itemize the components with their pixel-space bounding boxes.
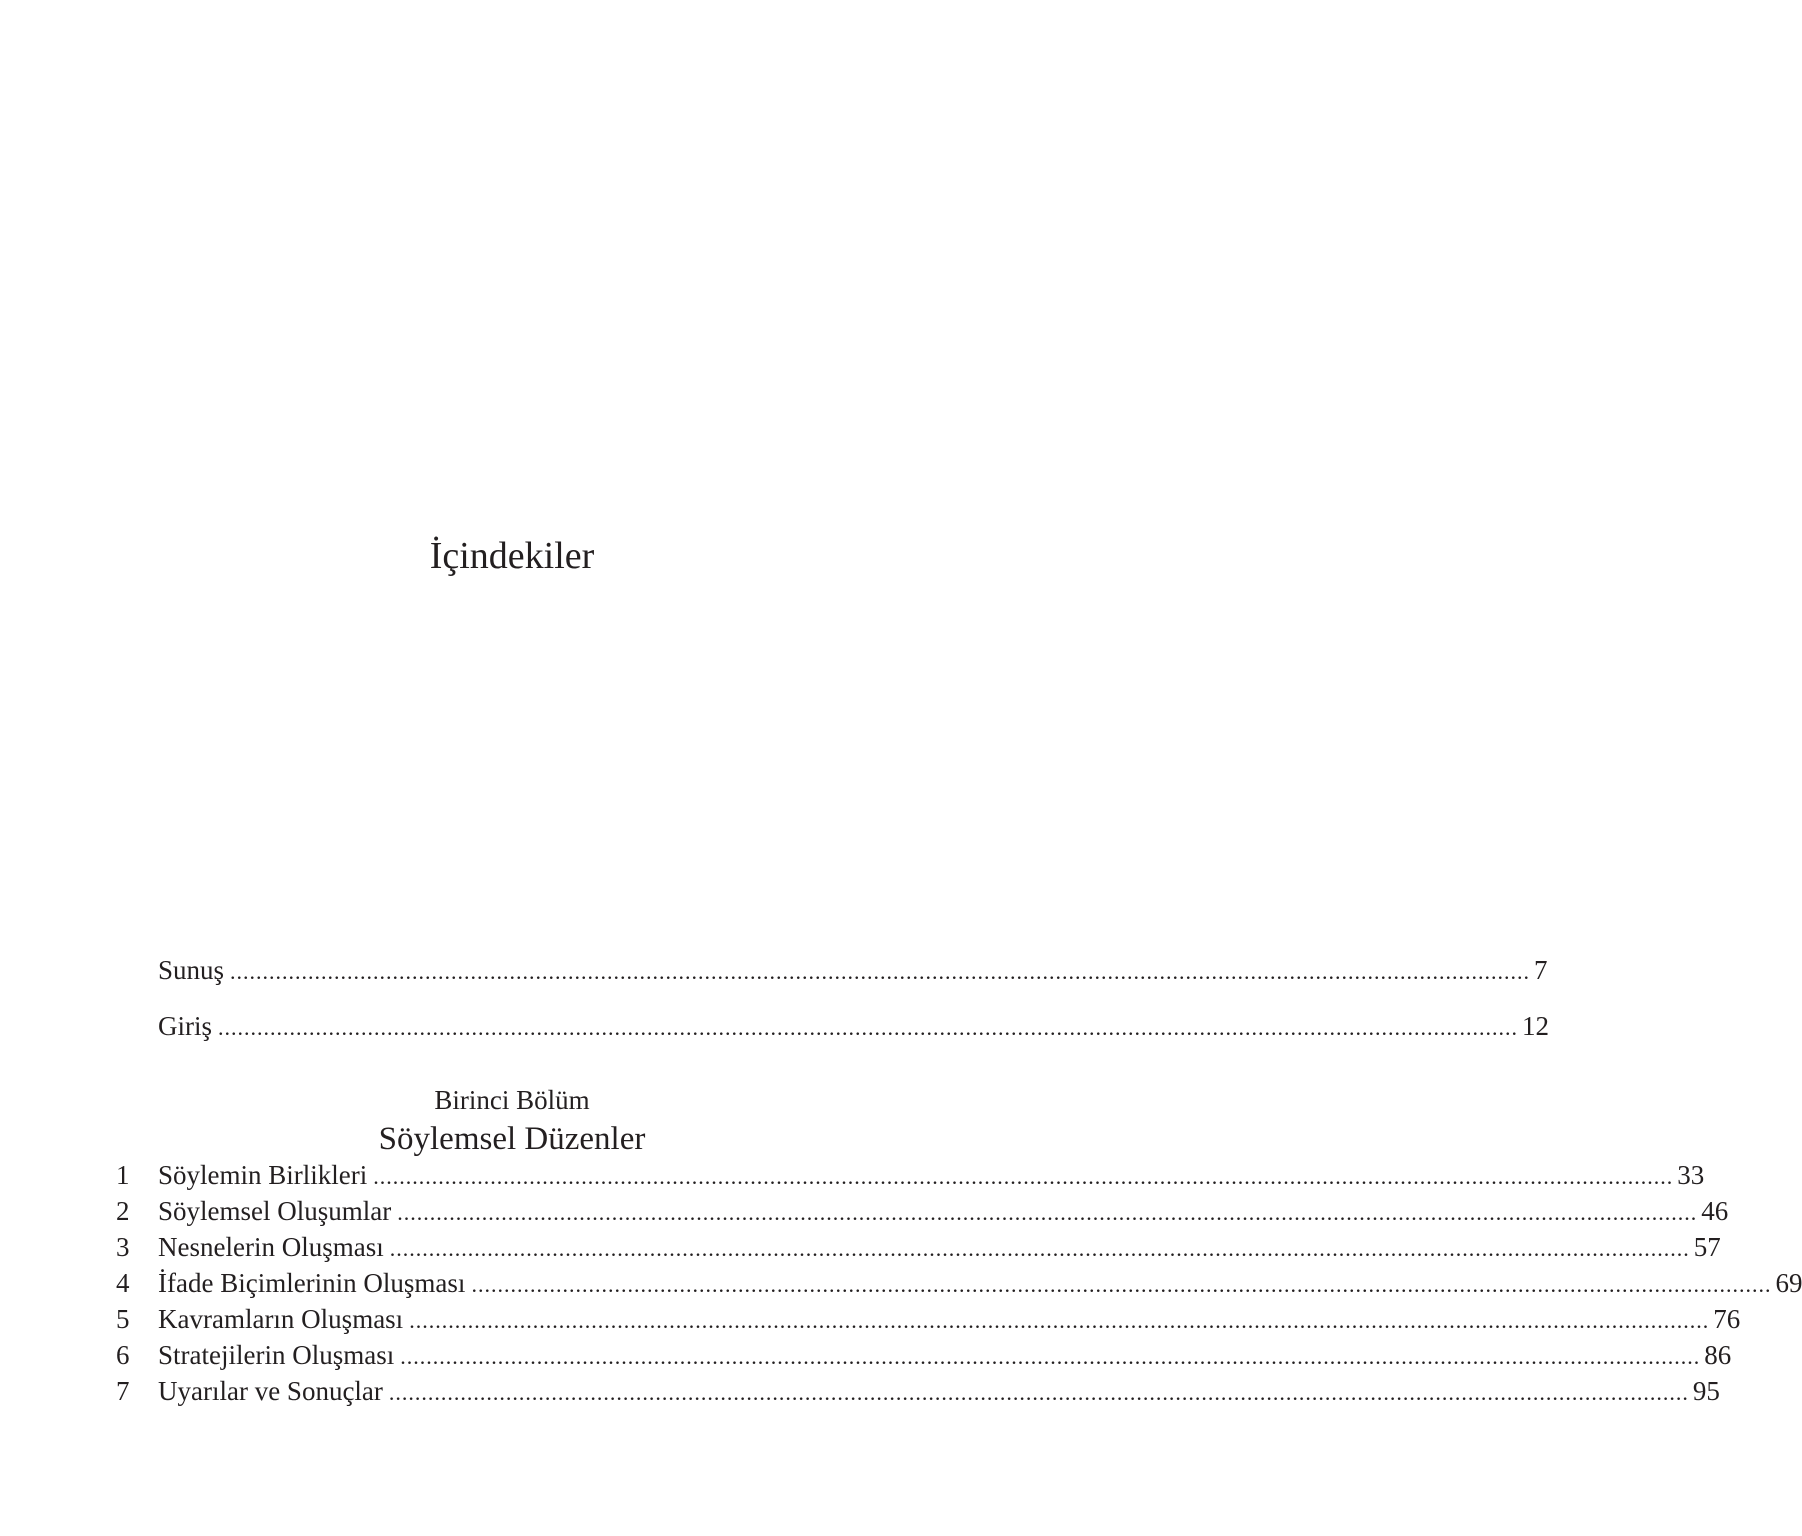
- toc-entry-number: 3: [116, 1232, 130, 1262]
- dot-leader: ........................................................................................................................................................................................................: [218, 1015, 1518, 1040]
- toc-entry-label: Stratejilerin Oluşması: [158, 1340, 395, 1370]
- toc-entry-label: İfade Biçimlerinin Oluşması: [158, 1268, 466, 1298]
- dot-leader: ........................................................................................................................................................................................................: [471, 1272, 1772, 1297]
- toc-entry-page: 57: [1693, 1232, 1721, 1262]
- toc-entry-label: Söylemin Birlikleri: [158, 1160, 368, 1190]
- toc-entry-number: 1: [116, 1160, 130, 1190]
- dot-leader: ........................................................................................................................................................................................................: [388, 1380, 1689, 1405]
- toc-entry-page: 12: [1522, 1011, 1549, 1041]
- part-label: Birinci Bölüm: [434, 1085, 590, 1115]
- toc-entry-page: 86: [1704, 1340, 1732, 1370]
- toc-entry-number: 2: [116, 1196, 130, 1226]
- dot-leader: ........................................................................................................................................................................................................: [230, 959, 1531, 984]
- dot-leader: ........................................................................................................................................................................................................: [400, 1344, 1701, 1369]
- toc-entry-page: 95: [1692, 1376, 1720, 1406]
- toc-entry-chapter-1[interactable]: [116, 1157, 1705, 1195]
- toc-entry-chapter-4[interactable]: [116, 1265, 1802, 1303]
- toc-entry-page: 46: [1701, 1196, 1729, 1226]
- toc-entry-number: 5: [116, 1304, 130, 1334]
- toc-entry-page: 69: [1775, 1268, 1802, 1298]
- dot-leader: ........................................................................................................................................................................................................: [397, 1200, 1698, 1225]
- toc-entry-label: Nesnelerin Oluşması: [158, 1232, 384, 1262]
- part-title: Söylemsel Düzenler: [378, 1121, 646, 1157]
- dot-leader: ........................................................................................................................................................................................................: [373, 1164, 1674, 1189]
- toc-entry-chapter-6[interactable]: [116, 1337, 1732, 1375]
- dot-leader: ........................................................................................................................................................................................................: [389, 1236, 1690, 1261]
- dot-leader: ........................................................................................................................................................................................................: [409, 1308, 1710, 1333]
- toc-entry-page: 76: [1713, 1304, 1741, 1334]
- toc-entry-label: Sunuş: [158, 955, 225, 985]
- toc-entry-chapter-2[interactable]: [116, 1193, 1729, 1231]
- toc-entry-page: 33: [1677, 1160, 1705, 1190]
- toc-entry-number: 7: [116, 1376, 130, 1406]
- toc-entry-giris[interactable]: [116, 1008, 1549, 1046]
- toc-entry-chapter-7[interactable]: [116, 1373, 1720, 1411]
- toc-entry-page: 7: [1534, 955, 1548, 985]
- toc-entry-chapter-3[interactable]: [116, 1229, 1721, 1267]
- page-title: İçindekiler: [429, 535, 595, 577]
- toc-entry-chapter-5[interactable]: [116, 1301, 1741, 1339]
- toc-entry-number: 4: [116, 1268, 130, 1298]
- toc-entry-sunus[interactable]: [116, 952, 1548, 990]
- toc-entry-number: 6: [116, 1340, 130, 1370]
- toc-entry-label: Kavramların Oluşması: [158, 1304, 404, 1334]
- toc-entry-label: Söylemsel Oluşumlar: [158, 1196, 392, 1226]
- toc-entry-label: Giriş: [158, 1011, 212, 1041]
- toc-entry-label: Uyarılar ve Sonuçlar: [158, 1376, 383, 1406]
